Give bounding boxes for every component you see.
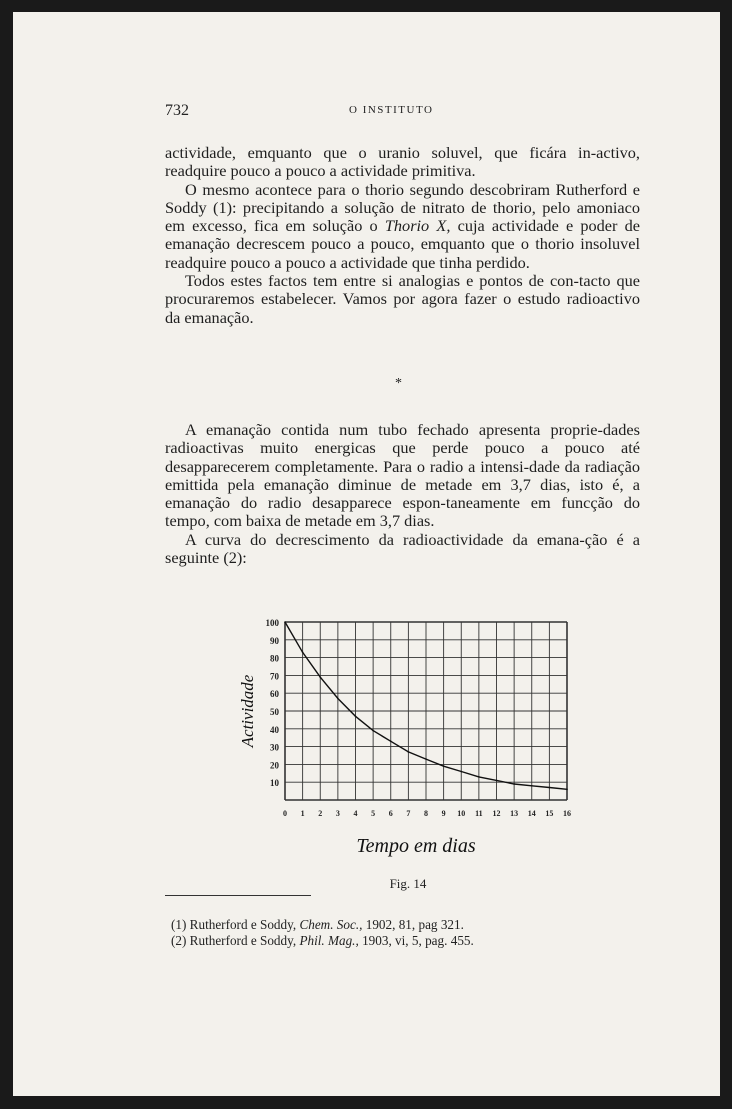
data-point: [425, 758, 427, 760]
data-point: [513, 783, 515, 785]
data-point: [372, 730, 374, 732]
data-point: [390, 740, 392, 742]
data-point: [478, 776, 480, 778]
x-tick-label: 4: [353, 809, 358, 818]
x-tick-label: 11: [475, 809, 483, 818]
decay-chart: [223, 602, 603, 902]
figure-caption: Fig. 14: [389, 876, 427, 891]
body-text-upper: [165, 144, 640, 327]
paragraph: [165, 181, 640, 272]
paragraph-text: cuja actividade e poder de emanação decrescem pouco a pouco, emquanto que o thorio insoluvel readquire pouco a pouco a actividade que tinha perdido.: [165, 216, 640, 272]
x-tick-label: 6: [388, 809, 393, 818]
y-tick-label: 60: [270, 689, 279, 700]
data-point: [549, 787, 551, 789]
x-tick-label: 0: [283, 809, 287, 818]
y-tick-label: 40: [270, 724, 279, 735]
footnote-journal: Chem. Soc.,: [299, 917, 363, 932]
footnote-text: (2) Rutherford e Soddy,: [171, 932, 297, 948]
paragraph: actividade, emquanto que o uranio soluvel, que ficára in-activo, readquire pouco a pouco a actividade primitiva.: [165, 143, 640, 181]
y-tick-label: 10: [270, 778, 279, 789]
footnote-journal: Phil. Mag.,: [299, 932, 359, 948]
y-tick-label: 50: [270, 707, 279, 717]
page-header: [13, 102, 720, 122]
x-tick-label: 8: [424, 809, 428, 818]
footnote-1: [171, 917, 641, 933]
data-point: [566, 789, 568, 791]
y-tick-label: 80: [270, 653, 279, 664]
x-tick-label: 12: [492, 809, 501, 818]
x-tick-label: 14: [527, 809, 536, 818]
y-tick-label: 70: [270, 671, 279, 682]
footnote-2: [171, 933, 641, 949]
data-point: [302, 651, 304, 653]
x-tick-label: 3: [335, 809, 340, 818]
running-title: O INSTITUTO: [349, 104, 434, 116]
footnote-text: 1902, 81, pag 321.: [365, 917, 464, 932]
footnote-text: 1903, vi, 5, pag. 455.: [362, 932, 474, 948]
x-tick-label: 16: [563, 809, 571, 818]
data-point: [460, 771, 462, 773]
x-tick-label: 9: [441, 809, 446, 818]
paragraph-text: O mesmo acontece para o thorio segundo descobriram Rutherford e Soddy (1): precipitando a solução de nitrato de thorio, pelo amoniaco em excesso, fica em solução o: [165, 179, 640, 236]
x-tick-label: 5: [371, 809, 376, 818]
x-axis-label: Tempo em dias: [356, 835, 476, 857]
y-axis-label: Actividade: [238, 674, 257, 748]
data-point: [531, 785, 533, 787]
page-number: 732: [165, 102, 189, 119]
body-text-lower: [165, 421, 640, 567]
chart-svg: [223, 602, 603, 902]
footnotes: [171, 917, 641, 948]
paragraph: Todos estes factos tem entre si analogias e pontos de con-tacto que procuraremos estabelecer. Vamos por agora fazer o estudo radioactivo da emanação.: [165, 271, 640, 327]
footnote-rule: [165, 895, 311, 896]
y-tick-label: 30: [270, 742, 279, 753]
x-tick-label: 1: [300, 809, 305, 818]
y-tick-label: 20: [270, 760, 279, 771]
y-tick-label: 90: [270, 635, 279, 646]
x-tick-label: 2: [318, 809, 323, 818]
paragraph: A curva do decrescimento da radioactividade da emana-ção é a seguinte (2):: [165, 529, 640, 568]
data-point: [443, 765, 445, 767]
book-page: [13, 12, 720, 1096]
italic-term: Thorio X,: [384, 216, 451, 236]
x-tick-label: 15: [545, 809, 554, 818]
paragraph: A emanação contida num tubo fechado apresenta proprie-dades radioactivas muito energicas que perde pouco a pouco até desapparecerem completamente. Para o radio a intensi-dade da radiação emittida pela emanação diminue de metade em 3,7 dias, isto é, a emanação do radio desapparece espon-taneamente em funcção do tempo, com baixa de metade em 3,7 dias.: [165, 420, 640, 531]
section-separator: *: [395, 376, 402, 391]
data-point: [408, 751, 410, 753]
x-tick-label: 13: [510, 809, 519, 818]
x-tick-label: 7: [406, 809, 411, 818]
y-tick-label: 100: [265, 618, 279, 628]
data-point: [319, 676, 321, 678]
data-point: [337, 698, 339, 700]
data-point: [355, 716, 357, 718]
data-point: [496, 780, 498, 782]
footnote-text: (1) Rutherford e Soddy,: [171, 917, 297, 932]
x-tick-label: 10: [457, 809, 466, 818]
data-point: [284, 621, 286, 623]
